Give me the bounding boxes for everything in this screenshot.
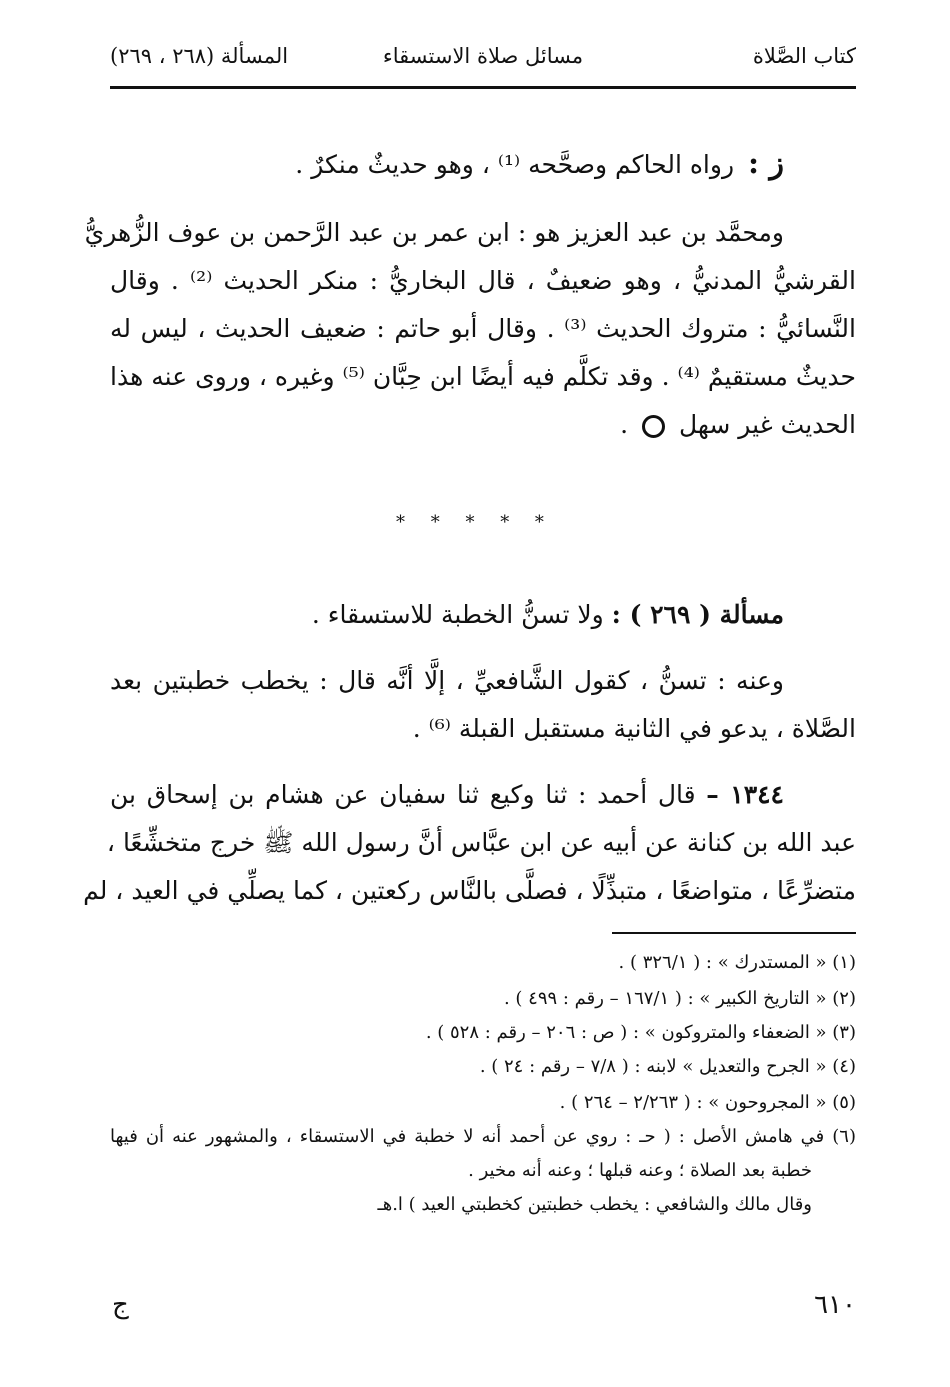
header-book-title: كتاب الصَّلاة [752,44,856,68]
header-issue-range: المسألة (٢٦٨ ، ٢٦٩) [110,44,289,68]
narrator-line-5 [110,410,856,440]
narrator-line-4: حديثٌ مستقيمٌ ⁽⁴⁾ . وقد تكلَّم فيه أيضًا ابن حِبَّان ⁽⁵⁾ وغيره ، وروى عنه هذا [110,362,856,391]
footnote-3: (٣) « الضعفاء والمتروكون » : ( ص : ٢٠٦ – رقم : ٥٢٨ ) . [425,1022,856,1043]
narrator-line-2: القرشيُّ المدنيُّ ، وهو ضعيفٌ ، قال البخاريُّ : منكر الحديث ⁽²⁾ . وقال [110,266,856,295]
hadith-line-3: متضرِّعًا ، متواضعًا ، متبذِّلًا ، فصلَّى بالنَّاس ركعتين ، كما يصلِّي في العيد ، لم [83,876,856,905]
opinion-line-1: وعنه : تسنُّ ، كقول الشَّافعيِّ ، إلَّا أنَّه قال : يخطب خطبتين بعد [110,666,784,695]
footnote-6-cont-2: وقال مالك والشافعي : يخطب خطبتين كخطبتي العيد ) ا.هـ [377,1194,812,1215]
zawaid-text: رواه الحاكم وصحَّحه ⁽¹⁾ ، وهو حديثٌ منكرٌ . [295,150,735,179]
narrator-line-3: النَّسائيُّ : متروك الحديث ⁽³⁾ . وقال أبو حاتم : ضعيف الحديث ، ليس له [110,314,856,343]
masala-label: مسألة ( ٢٦٩ ) : [611,600,784,629]
footnote-1: (١) « المستدرك » : ( ٣٢٦/١ ) . [618,952,856,973]
header-rule [110,86,856,89]
circle-end-icon [642,415,665,438]
page-number: ٦١٠ [814,1290,856,1320]
hadith-text-1: قال أحمد : ثنا وكيع ثنا سفيان عن هشام بن إسحاق بن [110,780,696,809]
masala-heading [110,600,856,630]
zawaid-line [110,146,856,182]
hadith-line-1 [110,780,856,810]
masala-text: ولا تسنُّ الخطبة للاستسقاء . [311,600,604,629]
footnote-2: (٢) « التاريخ الكبير » : ( ١٦٧/١ – رقم : ٤٩٩ ) . [503,988,856,1009]
narrator-last-text: الحديث غير سهل [678,410,856,439]
footnote-rule [612,932,856,934]
hadith-number: ١٣٤٤ – [706,780,784,809]
narrator-line-1: ومحمَّد بن عبد العزيز هو : ابن عمر بن عبد الرَّحمن بن عوف الزُّهريُّ [84,218,784,247]
footnote-4: (٤) « الجرح والتعديل » لابنه : ( ٧/٨ – رقم : ٢٤ ) . [479,1056,856,1077]
footnote-6: (٦) في هامش الأصل : ( حـ : روي عن أحمد أنه لا خطبة في الاستسقاء ، والمشهور عنه أن فيها [110,1126,856,1147]
footnote-6-cont-1: خطبة بعد الصلاة ؛ وعنه قبلها ؛ وعنه أنه مخير . [468,1160,812,1181]
running-header [110,40,856,76]
section-separator: * * * * * [396,512,554,533]
footnote-5: (٥) « المجروحون » : ( ٢/٢٦٣ – ٢٦٤ ) . [559,1092,856,1113]
opinion-line-2: الصَّلاة ، يدعو في الثانية مستقبل القبلة ⁽⁶⁾ . [412,714,856,743]
header-section-title: مسائل صلاة الاستسقاء [382,44,584,68]
hadith-line-2: عبد الله بن كنانة عن أبيه عن ابن عبَّاس أنَّ رسول الله ﷺ خرج متخشِّعًا ، [106,828,856,857]
signature-mark: ج [112,1290,129,1320]
period-mark: . [620,410,629,439]
zawaid-mark: ز : [747,146,784,181]
